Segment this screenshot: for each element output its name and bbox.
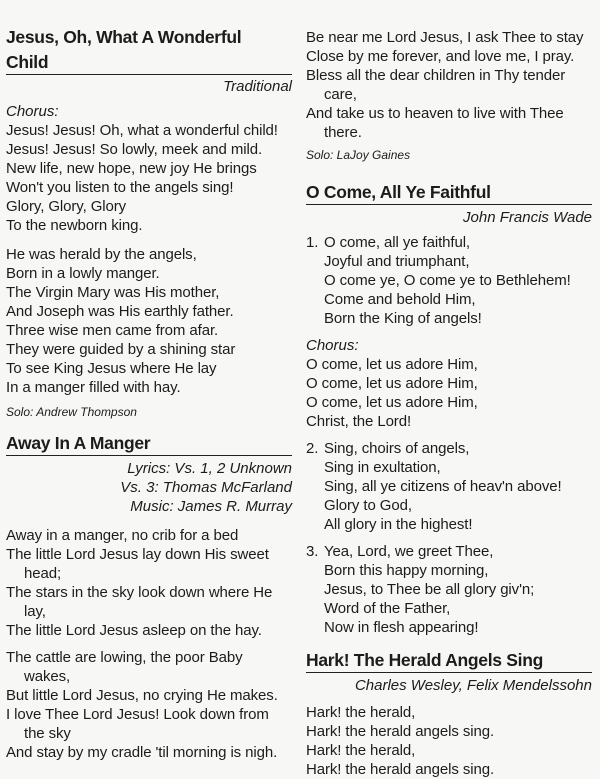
lyric-line: He was herald by the angels, [6,246,197,263]
lyric-line: Sing in exultation, [324,459,441,476]
lyric-line: care, [324,86,357,103]
lyric-line: Hark! the herald, [306,704,416,721]
lyric-line: Three wise men came from afar. [6,322,219,339]
verse-number: 3. [306,543,319,560]
lyric-line: The Virgin Mary was His mother, [6,284,220,301]
chorus-block [306,355,592,431]
verse-block [6,245,292,397]
song-credit: Lyrics: Vs. 1, 2 Unknown [127,460,292,477]
lyric-line: O come, all ye faithful, [324,234,470,251]
lyric-line: Sing, choirs of angels, [324,440,470,457]
chorus-label: Chorus: [6,103,59,120]
lyric-line: Yea, Lord, we greet Thee, [324,543,494,560]
lyric-line: O come, let us adore Him, [306,356,478,373]
lyric-line: The stars in the sky look down where He [6,584,273,601]
song-credit: Music: James R. Murray [130,498,292,515]
lyric-line: lay, [24,603,46,620]
verse-block [306,703,592,779]
lyric-line: The cattle are lowing, the poor Baby [6,649,243,666]
lyric-line: To the newborn king. [6,217,143,234]
lyric-line: All glory in the highest! [324,516,473,533]
song-title: O Come, All Ye Faithful [306,182,491,202]
lyric-line: Christ, the Lord! [306,413,412,430]
song-credit: John Francis Wade [463,209,592,226]
lyric-line: Born the King of angels! [324,310,482,327]
lyric-line: In a manger filled with hay. [6,379,181,396]
lyric-line: wakes, [24,668,71,685]
verse-number: 2. [306,440,319,457]
chorus-label: Chorus: [306,337,359,354]
title-rule [6,455,292,456]
song-credit: Charles Wesley, Felix Mendelssohn [354,677,592,694]
lyric-line: Jesus, to Thee be all glory giv'n; [324,581,535,598]
verse-block [306,439,592,534]
song-credit: Traditional [223,78,292,95]
lyric-line: Now in flesh appearing! [324,619,479,636]
song-title: Jesus, Oh, What A Wonderful [6,27,242,47]
lyric-line: the sky [24,725,71,742]
lyric-line: Away in a manger, no crib for a bed [6,527,239,544]
lyric-line: Hark! the herald angels sing. [306,761,495,778]
lyric-line: Sing, all ye citizens of heav'n above! [324,478,562,495]
song-title-continued: Child [6,52,49,72]
lyric-line: Joyful and triumphant, [324,253,470,270]
lyric-line: And Joseph was His earthly father. [6,303,234,320]
lyric-line: And take us to heaven to live with Thee [306,105,564,122]
title-rule [306,672,592,673]
lyric-line: Hark! the herald angels sing. [306,723,495,740]
lyric-line: I love Thee Lord Jesus! Look down from [6,706,269,723]
lyric-line: O come, let us adore Him, [306,394,478,411]
lyric-line: Jesus! Jesus! Oh, what a wonderful child! [6,122,278,139]
lyric-line: The little Lord Jesus lay down His sweet [6,546,269,563]
lyric-line: Be near me Lord Jesus, I ask Thee to stay [306,29,584,46]
lyric-line: Close by me forever, and love me, I pray. [306,48,575,65]
lyric-line: Born this happy morning, [324,562,489,579]
right-column [306,0,592,779]
verse-block [6,526,292,640]
lyric-line: The little Lord Jesus asleep on the hay. [6,622,262,639]
verse-block [306,233,592,328]
solo-credit: Solo: LaJoy Gaines [306,148,411,162]
lyric-line: Hark! the herald, [306,742,416,759]
lyric-line: there. [324,124,362,141]
verse-block [306,28,592,142]
lyric-line: New life, new hope, new joy He brings [6,160,257,177]
song-title: Hark! The Herald Angels Sing [306,650,543,670]
lyric-line: Word of the Father, [324,600,451,617]
title-rule [6,74,292,75]
lyric-line: And stay by my cradle 'til morning is nigh. [6,744,278,761]
verse-block [306,542,592,637]
lyric-line: Jesus! Jesus! So lowly, meek and mild. [6,141,263,158]
solo-credit: Solo: Andrew Thompson [6,405,137,419]
lyric-line: They were guided by a shining star [6,341,236,358]
lyric-line: Glory, Glory, Glory [6,198,127,215]
verse-block [6,648,292,762]
verse-number: 1. [306,234,319,251]
lyric-line: O come ye, O come ye to Bethlehem! [324,272,571,289]
lyric-line: Won't you listen to the angels sing! [6,179,234,196]
lyric-line: head; [24,565,62,582]
song-title: Away In A Manger [6,433,151,453]
chorus-block [6,121,292,235]
song-credit: Vs. 3: Thomas McFarland [120,479,292,496]
lyric-line: But little Lord Jesus, no crying He makes. [6,687,278,704]
left-column [6,0,292,762]
lyric-line: Born in a lowly manger. [6,265,160,282]
lyric-line: Bless all the dear children in Thy tender [306,67,566,84]
lyric-line: O come, let us adore Him, [306,375,478,392]
lyric-line: Glory to God, [324,497,412,514]
lyric-line: Come and behold Him, [324,291,476,308]
lyric-line: To see King Jesus where He lay [6,360,217,377]
title-rule [306,204,592,205]
